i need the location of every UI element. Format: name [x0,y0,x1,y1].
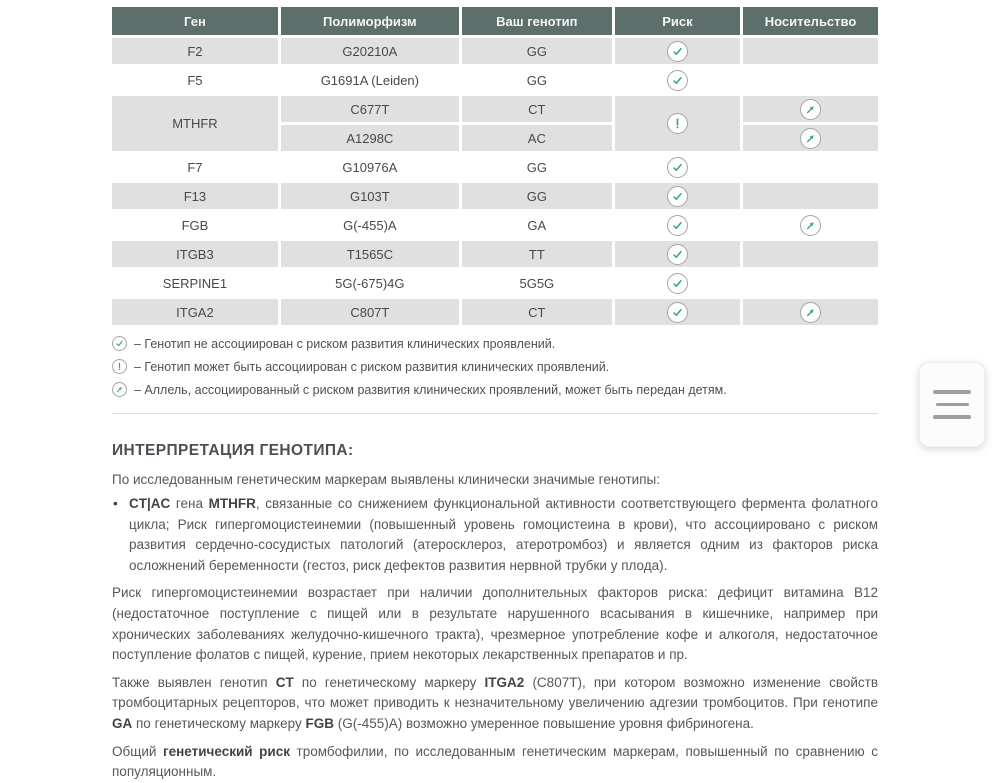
text-segment: , связанные со снижением функциональной активности соответствующего фермента фолатного цикла; Риск гипергомоцистеинемии (повышенный уровень гомоцистеина в крови), что ассоциировано с риском развития сердечно-сосудистых патологий (атеросклероз, атеротромбоз) и является одним из факторов риска осложнений беременности (гестоз, риск дефектов развития нервной трубки у плода). [129,496,879,573]
risk-cell [615,183,740,209]
genotype-cell: GG [462,67,612,93]
risk-cell [615,270,740,296]
carrier-cell [743,299,878,325]
arrow-up-right-circle-icon [112,382,127,397]
header-polymorphism: Полиморфизм [281,7,459,35]
check-circle-icon [667,41,688,62]
genotype-cell: CT [462,299,612,325]
text-segment: (G(-455)A) возможно умеренное повышение уровня фибриногена. [333,715,754,731]
interpretation-paragraph [112,742,878,783]
genotype-table-body [112,38,878,325]
carrier-cell [743,241,878,267]
hamburger-menu-icon [933,390,971,419]
legend-item [112,359,878,374]
table-row [112,241,878,267]
header-risk: Риск [615,7,740,35]
genotype-cell: CT [462,96,612,122]
exclamation-circle-icon [112,359,127,374]
carrier-cell [743,67,878,93]
table-row [112,212,878,238]
bullet-marker: • [113,496,118,511]
table-row [112,67,878,93]
text-segment: (C807T), при котором возможно изменение свойств тромбоцитарных рецепторов, что может приводить к незначительному увеличению адгезии тромбоцитов. При генотипе [112,674,878,711]
interpretation-bullet [112,494,878,576]
gene-cell: ITGA2 [112,299,278,325]
carrier-cell [743,125,878,151]
text-segment: тромбофилии, по исследованным генетическим маркерам, повышенный по сравнению с популяционным. [112,743,878,780]
table-header [112,7,878,35]
genotype-table [109,4,881,328]
text-segment: Риск гипергомоцистеинемии возрастает при наличии дополнительных факторов риска: дефицит витамина B12 (недостаточное поступление с пищей или в результате нарушенного всасывания в кишечнике, например при хронических заболеваниях желудочно-кишечного тракта), чрезмерное употребление кофе и алкоголя, недостаточное поступление фолатов с пищей, курение, прием некоторых лекарственных препаратов и пр. [112,585,878,663]
emphasized-text: CT [275,674,294,690]
table-row [112,299,878,325]
text-segment: гена [170,496,209,511]
check-circle-icon [667,70,688,91]
exclamation-circle-icon [667,113,688,134]
emphasized-text: генетический риск [163,743,290,759]
interpretation-heading: ИНТЕРПРЕТАЦИЯ ГЕНОТИПА: [112,442,354,459]
risk-cell [615,38,740,64]
emphasized-text: ITGA2 [484,674,525,690]
legend [112,336,878,397]
carrier-cell [743,154,878,180]
table-row [112,154,878,180]
emphasized-text: CT|AC [129,496,171,511]
polymorphism-cell: G10976A [281,154,459,180]
polymorphism-cell: G(-455)A [281,212,459,238]
table-row [112,183,878,209]
emphasized-text: GA [112,715,133,731]
interpretation-paragraph [112,673,878,735]
gene-cell: FGB [112,212,278,238]
risk-cell [615,154,740,180]
check-circle-icon [667,244,688,265]
section-divider [112,413,878,414]
genotype-cell: 5G5G [462,270,612,296]
interpretation-intro: По исследованным генетическим маркерам выявлены клинически значимые генотипы: [112,472,660,487]
polymorphism-cell: A1298C [281,125,459,151]
table-row [112,270,878,296]
carrier-cell [743,38,878,64]
carrier-cell [743,96,878,122]
carrier-cell [743,212,878,238]
polymorphism-cell: C677T [281,96,459,122]
genotype-cell: GG [462,38,612,64]
risk-cell [615,212,740,238]
legend-text: – Генотип не ассоциирован с риском развития клинических проявлений. [134,336,556,351]
text-segment: по генетическому маркеру [293,674,485,690]
arrow-up-right-circle-icon [800,99,821,120]
table-row [112,38,878,64]
menu-button[interactable] [919,362,985,447]
risk-cell [615,67,740,93]
check-circle-icon [667,302,688,323]
legend-item [112,382,878,397]
genotype-cell: TT [462,241,612,267]
genotype-cell: AC [462,125,612,151]
risk-cell [615,96,740,151]
text-segment: Общий [112,743,164,759]
check-circle-icon [667,273,688,294]
header-gene: Ген [112,7,278,35]
legend-item [112,336,878,351]
arrow-up-right-circle-icon [800,215,821,236]
polymorphism-cell: C807T [281,299,459,325]
gene-cell: F2 [112,38,278,64]
check-circle-icon [667,215,688,236]
check-circle-icon [667,186,688,207]
report-content [112,4,878,783]
arrow-up-right-circle-icon [800,302,821,323]
gene-cell: SERPINE1 [112,270,278,296]
polymorphism-cell: T1565C [281,241,459,267]
check-circle-icon [667,157,688,178]
gene-cell: F7 [112,154,278,180]
risk-cell [615,241,740,267]
gene-cell: ITGB3 [112,241,278,267]
check-circle-icon [112,336,127,351]
bullet-text [129,496,878,573]
header-genotype: Ваш генотип [462,7,612,35]
table-row [112,96,878,122]
genotype-cell: GG [462,183,612,209]
gene-cell: MTHFR [112,96,278,151]
polymorphism-cell: 5G(-675)4G [281,270,459,296]
legend-text: – Генотип может быть ассоциирован с риском развития клинических проявлений. [134,359,610,374]
polymorphism-cell: G1691A (Leiden) [281,67,459,93]
header-carrier: Носительство [743,7,878,35]
legend-text: – Аллель, ассоциированный с риском развития клинических проявлений, может быть передан детям. [134,382,727,397]
text-segment: по генетическому маркеру [132,715,306,731]
risk-cell [615,299,740,325]
genotype-cell: GG [462,154,612,180]
carrier-cell [743,183,878,209]
polymorphism-cell: G20210A [281,38,459,64]
emphasized-text: MTHFR [208,496,256,511]
genotype-cell: GA [462,212,612,238]
emphasized-text: FGB [305,715,334,731]
polymorphism-cell: G103T [281,183,459,209]
gene-cell: F5 [112,67,278,93]
arrow-up-right-circle-icon [800,128,821,149]
text-segment: Также выявлен генотип [112,674,276,690]
interpretation-paragraph [112,583,878,665]
carrier-cell [743,270,878,296]
gene-cell: F13 [112,183,278,209]
